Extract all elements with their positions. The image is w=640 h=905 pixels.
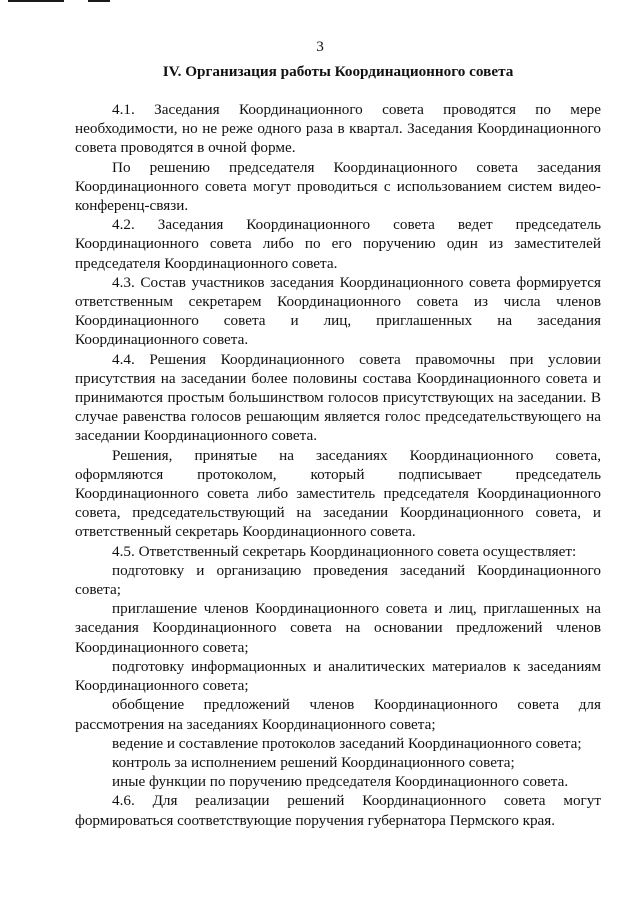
scan-edge-mark bbox=[88, 0, 110, 2]
paragraph-4-2: 4.2. Заседания Координационного совета ведет председатель Координационного совета либо по его поручению один из заместителей председателя Координационного совета. bbox=[75, 216, 601, 272]
list-item-control: контроль за исполнением решений Координационного совета; bbox=[112, 753, 515, 771]
section-title: IV. Организация работы Координационного совета bbox=[162, 63, 514, 80]
paragraph-decisions-protocol: Решения, принятые на заседаниях Координационного совета, оформляются протоколом, который подписывает председатель Координационного совета либо заместитель председателя Координационного совета, председательствующий на заседании Координационного совета, и ответственный секретарь Координационного совета. bbox=[75, 446, 601, 541]
paragraph-4-1: 4.1. Заседания Координационного совета проводятся по мере необходимости, но не реже одного раза в квартал. Заседания Координационного совета проводятся в очной форме. bbox=[75, 101, 601, 157]
paragraph-4-3: 4.3. Состав участников заседания Координационного совета формируется ответственным секретарем Координационного совета из числа членов Координационного совета и лиц, приглашенных на заседания Координационного совета. bbox=[75, 273, 601, 349]
paragraph-4-5: 4.5. Ответственный секретарь Координационного совета осуществляет: bbox=[112, 542, 577, 560]
paragraph-video-conference: По решению председателя Координационного совета заседания Координационного совета могут проводиться с использованием систем видео-конференц-связи. bbox=[75, 158, 601, 215]
document-body bbox=[75, 100, 601, 830]
list-item-preparation: подготовку и организацию проведения заседаний Координационного совета; bbox=[75, 561, 601, 599]
list-item-proposals: обобщение предложений членов Координационного совета для рассмотрения на заседаниях Координационного совета; bbox=[75, 696, 601, 733]
page-number: 3 bbox=[316, 38, 324, 55]
paragraph-4-6: 4.6. Для реализации решений Координационного совета могут формироваться соответствующие поручения губернатора Пермского края. bbox=[75, 792, 601, 829]
list-item-materials: подготовку информационных и аналитических материалов к заседаниям Координационного совета; bbox=[75, 657, 601, 695]
list-item-invitation: приглашение членов Координационного совета и лиц, приглашенных на заседания Координационного совета на основании предложений членов Координационного совета; bbox=[75, 600, 601, 656]
list-item-protocols: ведение и составление протоколов заседаний Координационного совета; bbox=[112, 734, 582, 752]
paragraph-4-4: 4.4. Решения Координационного совета правомочны при условии присутствия на заседании более половины состава Координационного совета и принимаются простым большинством голосов присутствующих на заседании. В случае равенства голосов решающим является голос председательствующего на заседании Координационного совета. bbox=[75, 350, 601, 445]
scan-edge-mark bbox=[8, 0, 64, 2]
list-item-other-functions: иные функции по поручению председателя Координационного совета. bbox=[112, 773, 569, 791]
